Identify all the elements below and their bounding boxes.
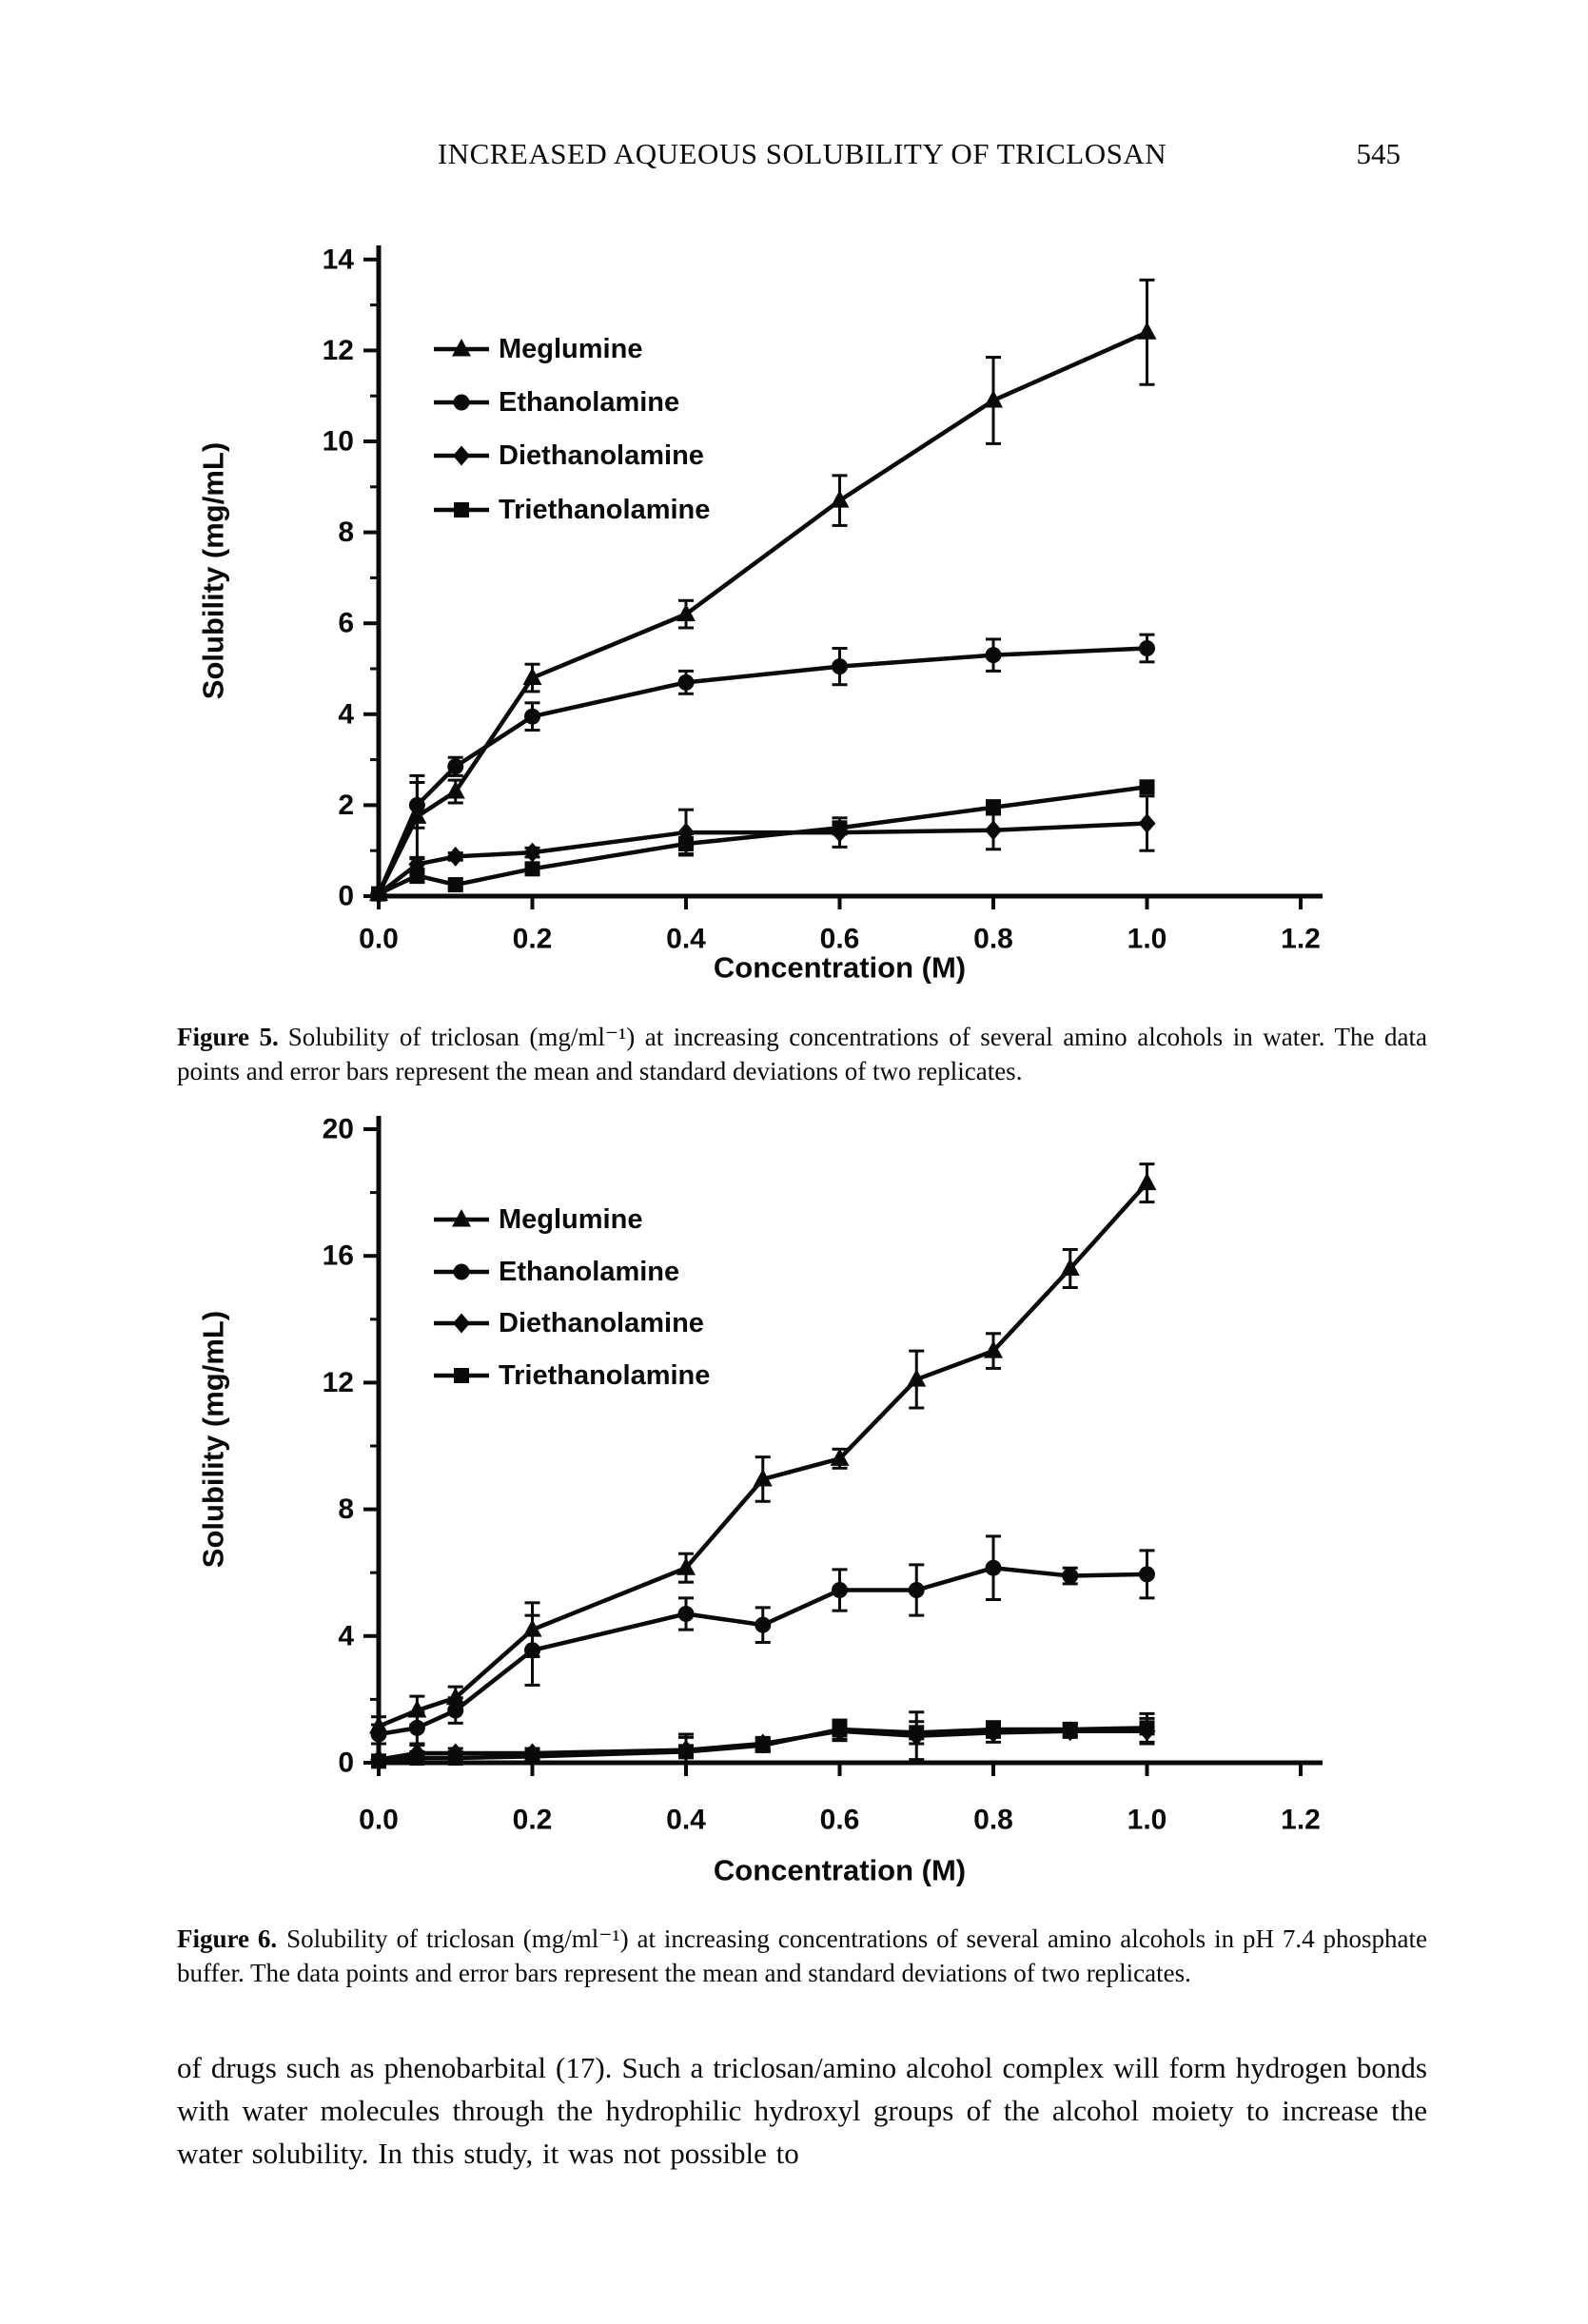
series-line (379, 1183, 1147, 1727)
data-point-square-icon (371, 887, 386, 902)
legend (434, 334, 710, 525)
data-point-square-icon (678, 836, 694, 851)
x-tick-label: 1.2 (1281, 1804, 1321, 1836)
series-ethanolamine (371, 1536, 1156, 1744)
series-triethanolamine (371, 779, 1155, 901)
legend-square-icon (454, 502, 469, 518)
data-point-square-icon (448, 1750, 463, 1766)
data-point-square-icon (409, 1750, 424, 1766)
x-tick-label: 0.4 (666, 1804, 706, 1836)
y-tick-label: 0 (338, 1747, 354, 1779)
legend-circle-icon (454, 395, 470, 411)
figure5-chart (0, 143, 1588, 999)
legend-circle-icon (454, 1264, 470, 1280)
data-point-circle-icon (909, 1582, 925, 1598)
data-point-square-icon (833, 1722, 848, 1737)
y-axis-title: Solubility (mg/mL) (196, 1310, 230, 1569)
series-diethanolamine (370, 796, 1156, 904)
data-point-square-icon (909, 1725, 924, 1740)
y-tick-label: 8 (338, 517, 354, 549)
figure6-caption (177, 1922, 1427, 1990)
figure6-caption-label: Figure 6. (177, 1924, 278, 1953)
data-point-circle-icon (524, 1642, 540, 1658)
legend-label: Diethanolamine (499, 440, 704, 471)
data-point-circle-icon (371, 1727, 387, 1743)
series-meglumine (369, 1164, 1157, 1736)
data-point-square-icon (1140, 1720, 1155, 1735)
x-tick-label: 0.2 (512, 1804, 553, 1836)
x-tick-label: 0.8 (973, 923, 1013, 955)
legend-label: Meglumine (499, 334, 643, 364)
data-point-square-icon (371, 1753, 386, 1768)
series-line (379, 1568, 1147, 1734)
data-point-circle-icon (1062, 1568, 1078, 1584)
legend-square-icon (454, 1368, 469, 1383)
figure5-caption-label: Figure 5. (177, 1023, 279, 1051)
y-tick-label: 4 (338, 698, 354, 731)
data-point-circle-icon (447, 758, 463, 774)
series-line (379, 648, 1147, 893)
data-point-square-icon (986, 1722, 1001, 1737)
y-tick-label: 16 (322, 1240, 354, 1272)
data-point-triangle-icon (1138, 1173, 1157, 1191)
data-point-circle-icon (409, 1720, 425, 1736)
data-point-square-icon (448, 877, 463, 892)
axes (323, 1114, 1323, 1836)
data-point-triangle-icon (676, 604, 696, 622)
legend-label: Meglumine (499, 1204, 643, 1235)
data-point-circle-icon (678, 674, 695, 691)
x-axis-title: Concentration (M) (713, 1853, 967, 1887)
legend-label: Diethanolamine (499, 1308, 704, 1338)
figure6-caption-text: Solubility of triclosan (mg/ml⁻¹) at increasing concentrations of several amino alcohols in pH 7.4 phosphate buffer. The data points and error bars represent the mean and standard deviations of two replicates. (177, 1924, 1427, 1987)
data-point-diamond-icon (447, 847, 464, 867)
data-point-diamond-icon (524, 843, 541, 863)
x-tick-label: 0.4 (666, 923, 706, 955)
data-point-square-icon (678, 1744, 694, 1759)
x-tick-label: 0.6 (819, 1804, 860, 1836)
data-point-circle-icon (678, 1606, 695, 1622)
x-tick-label: 1.0 (1127, 923, 1167, 955)
x-axis-title: Concentration (M) (713, 950, 967, 985)
data-point-circle-icon (409, 797, 425, 813)
data-point-circle-icon (1139, 1566, 1155, 1582)
data-point-circle-icon (447, 1703, 463, 1719)
y-axis-title: Solubility (mg/mL) (196, 441, 230, 700)
data-point-square-icon (525, 1748, 540, 1764)
figure5-caption-text: Solubility of triclosan (mg/ml⁻¹) at increasing concentrations of several amino alcohols in water. The data points and error bars represent the mean and standard deviations of two replicates. (177, 1023, 1427, 1085)
y-tick-label: 12 (322, 1366, 354, 1398)
legend-diamond-icon (453, 1314, 470, 1334)
data-point-square-icon (986, 800, 1001, 815)
y-tick-label: 12 (322, 334, 354, 366)
x-tick-label: 0.8 (973, 1804, 1013, 1836)
legend (434, 1204, 710, 1391)
x-tick-label: 0.0 (359, 923, 399, 955)
series-meglumine (369, 280, 1157, 901)
y-tick-label: 6 (338, 607, 354, 639)
series-line (379, 332, 1147, 893)
data-point-circle-icon (986, 647, 1002, 663)
y-tick-label: 14 (322, 244, 354, 276)
data-point-circle-icon (832, 1582, 848, 1598)
figure6-chart (0, 1027, 1588, 1893)
legend-label: Triethanolamine (499, 1360, 711, 1391)
data-point-triangle-icon (1138, 322, 1157, 340)
legend-label: Ethanolamine (499, 1257, 680, 1287)
data-point-circle-icon (755, 1617, 771, 1633)
legend-diamond-icon (453, 446, 470, 466)
series-ethanolamine (371, 635, 1156, 902)
data-point-square-icon (833, 820, 848, 835)
legend-label: Triethanolamine (499, 495, 711, 525)
data-point-triangle-icon (831, 490, 850, 508)
y-tick-label: 4 (338, 1620, 354, 1652)
data-point-circle-icon (524, 709, 540, 725)
data-point-circle-icon (1139, 640, 1155, 656)
data-point-diamond-icon (985, 820, 1002, 840)
data-point-square-icon (755, 1738, 771, 1753)
x-tick-label: 1.2 (1281, 923, 1321, 955)
series-line (379, 787, 1147, 893)
x-tick-label: 0.0 (359, 1804, 399, 1836)
x-tick-label: 0.6 (819, 923, 860, 955)
data-point-diamond-icon (1139, 813, 1156, 833)
data-point-square-icon (1140, 779, 1155, 794)
y-tick-label: 20 (322, 1113, 354, 1145)
legend-label: Ethanolamine (499, 387, 680, 418)
data-point-circle-icon (832, 658, 848, 674)
data-point-square-icon (1063, 1722, 1078, 1737)
running-head-title: INCREASED AQUEOUS SOLUBILITY OF TRICLOSAN (437, 137, 1167, 170)
y-tick-label: 10 (322, 425, 354, 458)
data-point-square-icon (409, 868, 424, 883)
data-point-circle-icon (986, 1560, 1002, 1576)
page-number: 545 (1356, 137, 1401, 170)
y-tick-label: 2 (338, 789, 354, 821)
data-point-square-icon (525, 861, 540, 876)
x-tick-label: 1.0 (1127, 1804, 1167, 1836)
y-tick-label: 8 (338, 1494, 354, 1526)
y-tick-label: 0 (338, 880, 354, 912)
x-tick-label: 0.2 (512, 923, 553, 955)
body-paragraph: of drugs such as phenobarbital (17). Such a triclosan/amino alcohol complex will form hydrogen bonds with water molecules through the hydrophilic hydroxyl groups of the alcohol moiety to increase the water solubility. In this study, it was not possible to (177, 2051, 1427, 2170)
